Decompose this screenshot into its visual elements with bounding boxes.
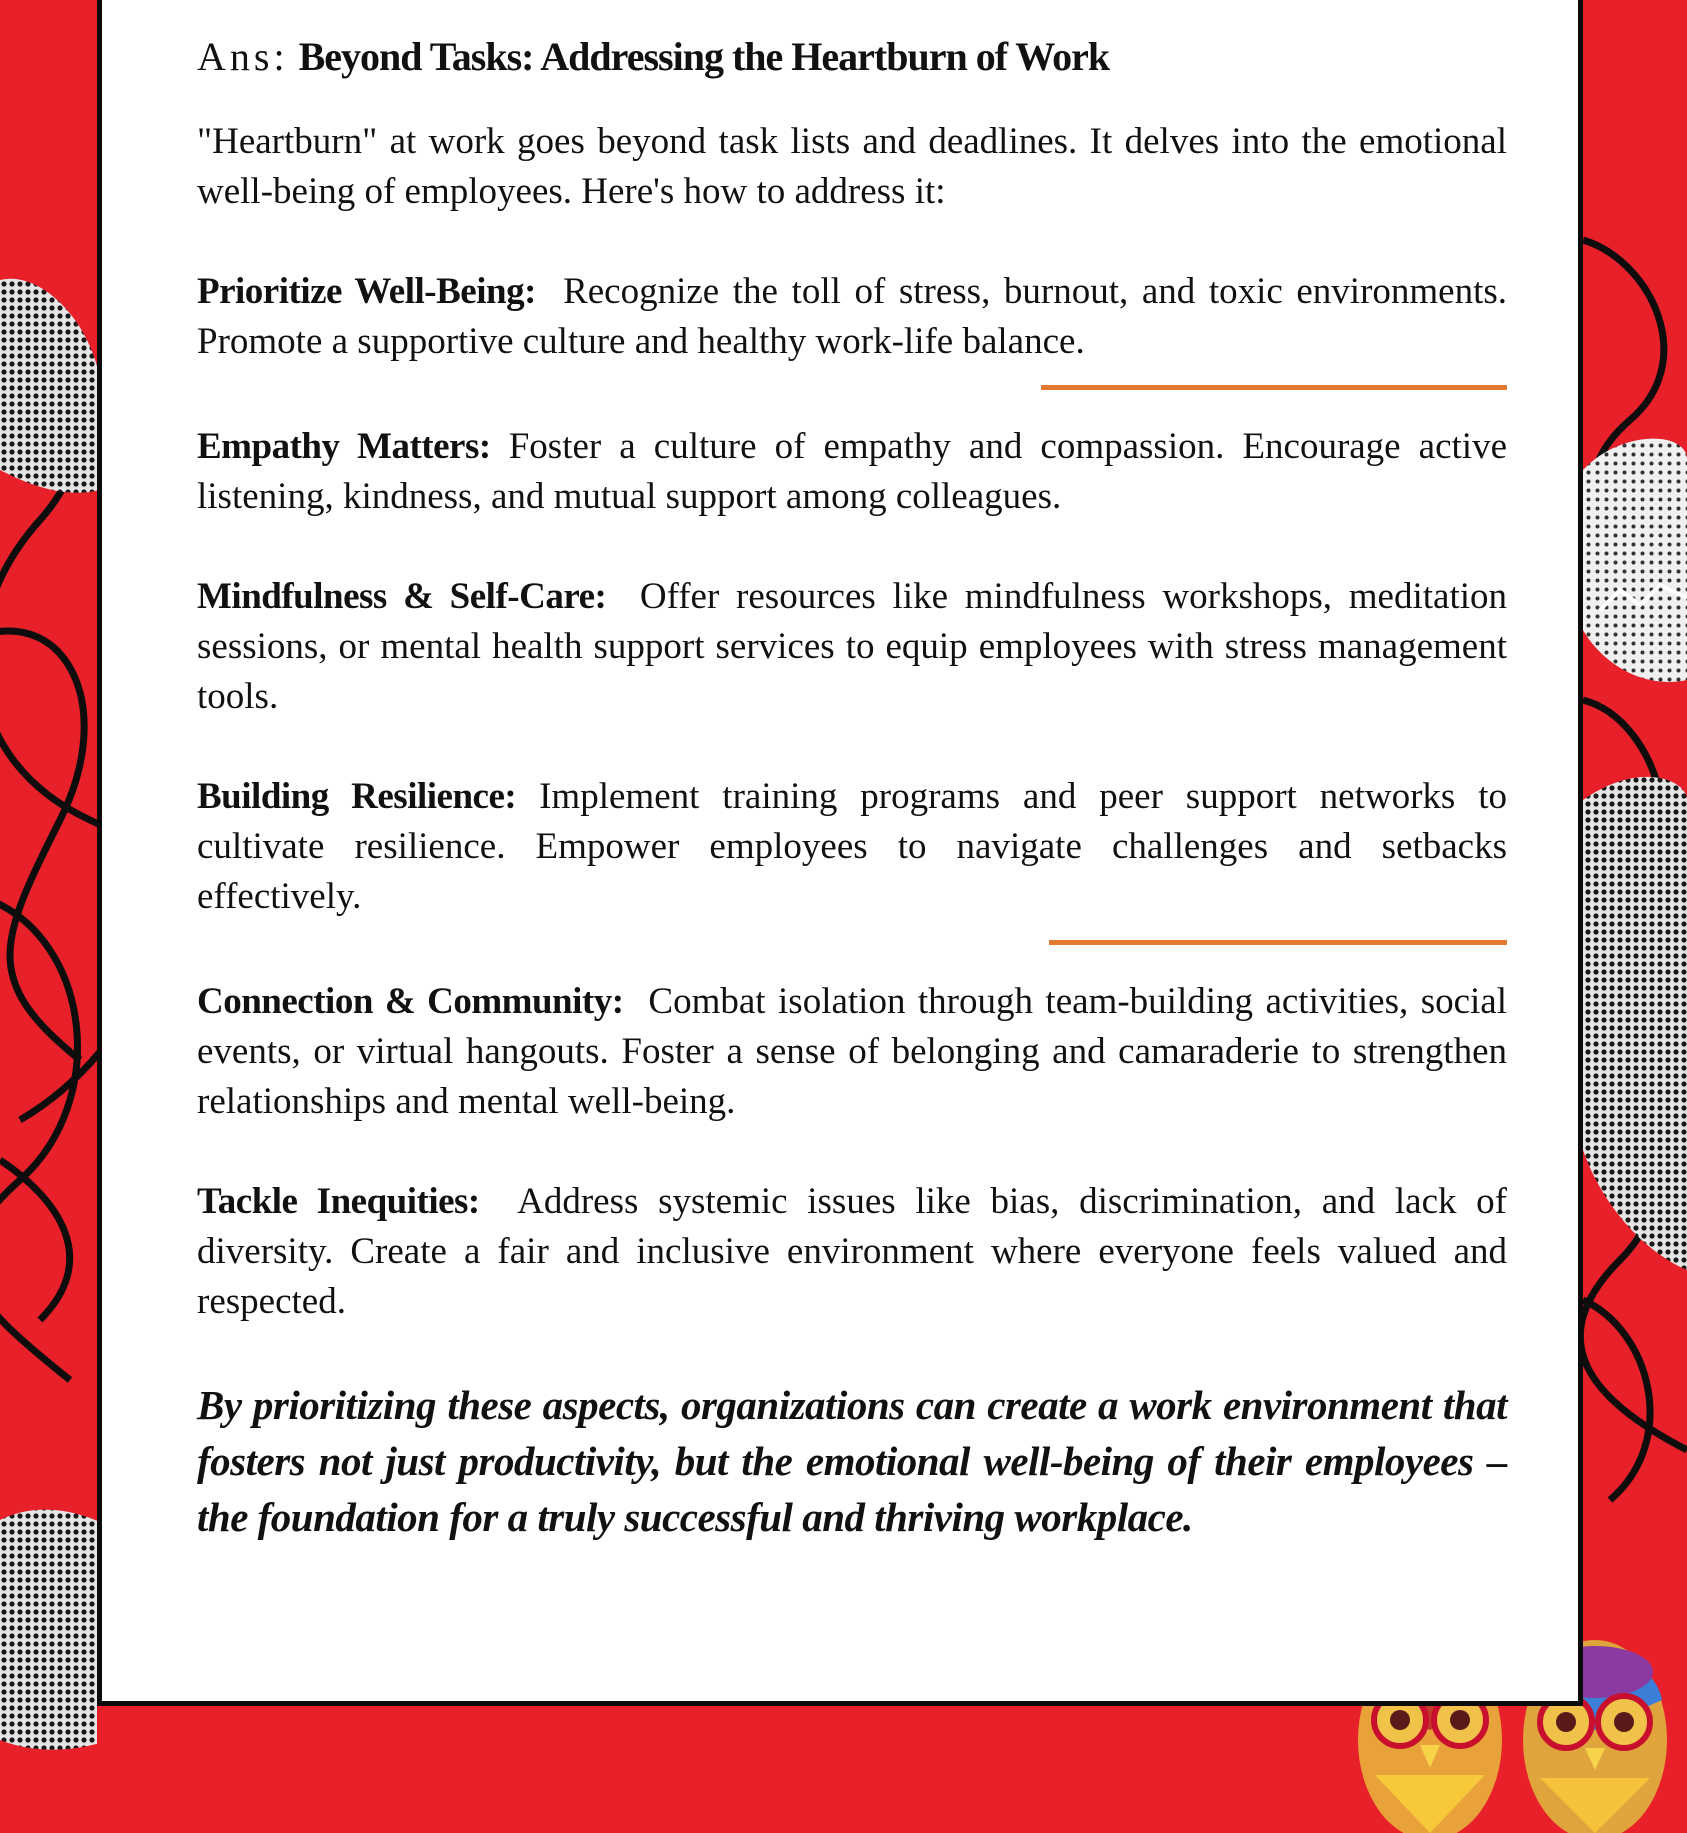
section-mindfulness-self-care <box>197 572 1507 722</box>
section-empathy-matters <box>197 422 1507 522</box>
accent-divider <box>1041 385 1507 390</box>
section-heading: Connection & Community: <box>197 981 624 1022</box>
content-card <box>97 0 1583 1706</box>
section-heading: Empathy Matters: <box>197 426 491 467</box>
halftone-blob-right <box>1583 777 1687 1270</box>
title-text: Beyond Tasks: Addressing the Heartburn of Work <box>298 34 1110 79</box>
page-title <box>197 29 1507 85</box>
section-tackle-inequities <box>197 1177 1507 1327</box>
section-body: Address systemic issues like bias, discrimination, and lack of diversity. Create a fair and inclusive environment where everyone feels valued and respected. <box>197 1181 1508 1322</box>
section-heading: Building Resilience: <box>197 776 517 817</box>
section-body: Combat isolation through team-building activities, social events, or virtual hangouts. Foster a sense of belonging and camaraderie to strengthen relationships and mental well-being. <box>197 981 1507 1122</box>
accent-divider <box>1049 940 1507 945</box>
section-heading: Tackle Inequities: <box>197 1181 480 1222</box>
section-building-resilience <box>197 772 1507 922</box>
title-prefix: Ans: <box>197 34 289 79</box>
closing-statement: By prioritizing these aspects, organizations can create a work environment that fosters not just productivity, but the emotional well-being of their employees – the foundation for a truly successful and thriving workplace. <box>197 1382 1507 1540</box>
section-body: Foster a culture of empathy and compassion. Encourage active listening, kindness, and mutual support among colleagues. <box>197 426 1507 517</box>
halftone-blob-top-left <box>0 279 100 493</box>
section-heading: Mindfulness & Self-Care: <box>197 576 607 617</box>
halftone-egg-right <box>1583 439 1687 682</box>
intro-paragraph: "Heartburn" at work goes beyond task lists and deadlines. It delves into the emotional well-being of employees. Here's how to address it: <box>197 121 1507 212</box>
section-body: Offer resources like mindfulness workshops, meditation sessions, or mental health support services to equip employees with stress management tools. <box>197 576 1508 717</box>
section-body: Recognize the toll of stress, burnout, and toxic environments. Promote a supportive culture and healthy work-life balance. <box>197 271 1508 362</box>
article-body <box>197 29 1507 1545</box>
section-heading: Prioritize Well-Being: <box>197 271 536 312</box>
section-body: Implement training programs and peer support networks to cultivate resilience. Empower employees to navigate challenges and setbacks effectively. <box>197 776 1508 917</box>
section-prioritize-well-being <box>197 267 1507 367</box>
section-connection-community <box>197 977 1507 1127</box>
